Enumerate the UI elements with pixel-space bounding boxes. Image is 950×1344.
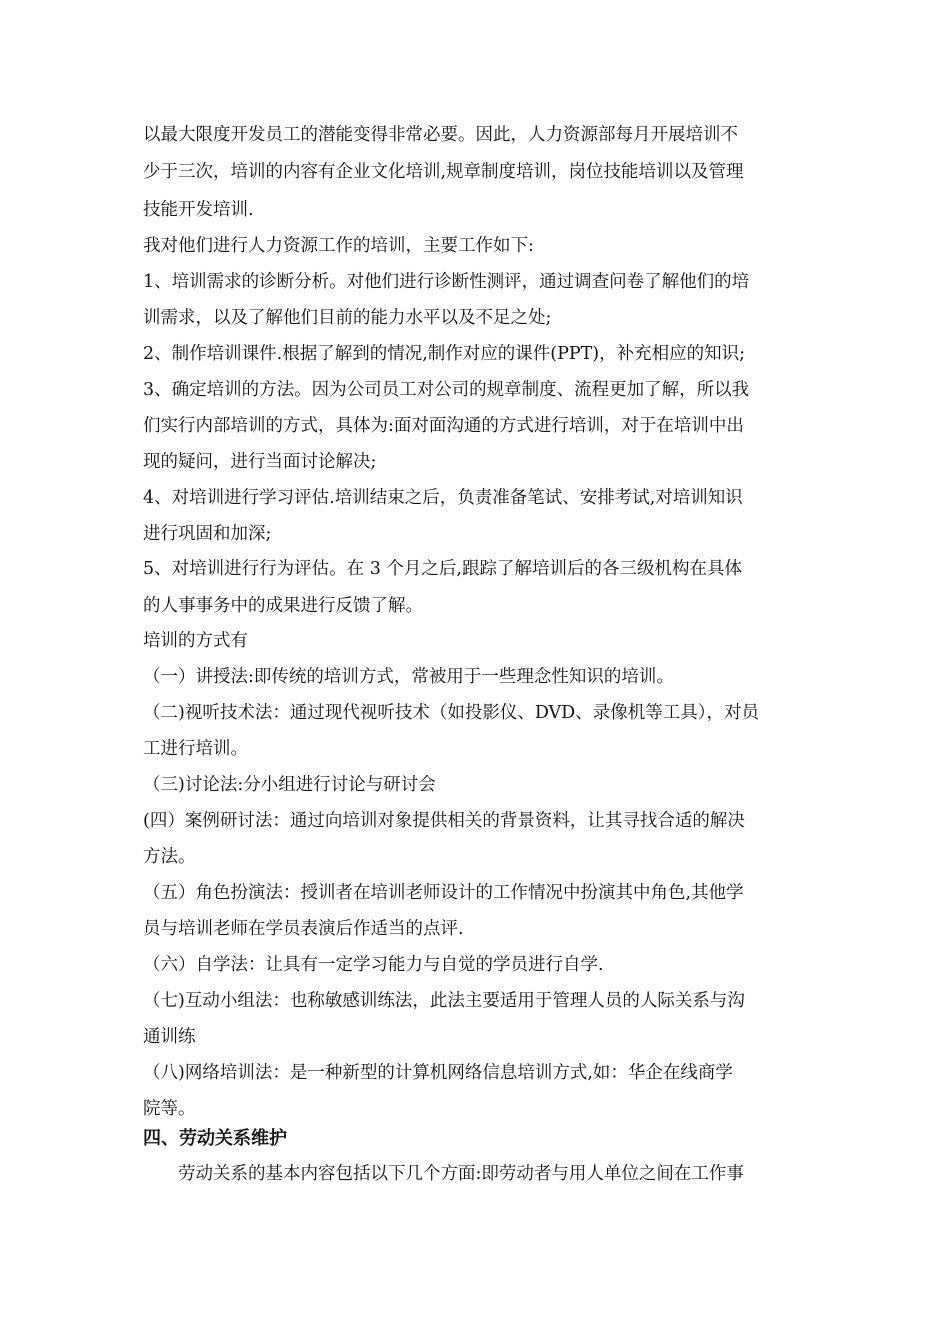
text-line: 少于三次，培训的内容有企业文化培训,规章制度培训，岗位技能培训以及管理 — [143, 162, 744, 182]
text-line: （二)视听技术法：通过现代视听技术（如投影仪、DVD、录像机等工具），对员 — [143, 703, 759, 723]
text-line: 技能开发培训. — [143, 200, 254, 220]
text-line: (四）案例研讨法：通过向培训对象提供相关的背景资料，让其寻找合适的解决 — [143, 811, 745, 831]
text-line: 方法。 — [143, 847, 196, 867]
text-line: 1、培训需求的诊断分析。对他们进行诊断性测评，通过调查问卷了解他们的培 — [143, 272, 750, 292]
text-line: 培训的方式有 — [143, 631, 248, 651]
text-line: 工进行培训。 — [143, 739, 248, 759]
text-line: 我对他们进行人力资源工作的培训，主要工作如下: — [143, 236, 534, 256]
text-line: 们实行内部培训的方式，具体为:面对面沟通的方式进行培训，对于在培训中出 — [143, 416, 744, 436]
text-line: 院等。 — [143, 1099, 196, 1119]
text-line: 通训练 — [143, 1027, 196, 1047]
text-line: 现的疑问，进行当面讨论解决; — [143, 452, 377, 472]
section-heading: 四、劳动关系维护 — [143, 1128, 287, 1149]
text-line: 训需求，以及了解他们目前的能力水平以及不足之处; — [143, 308, 552, 328]
text-line: 4、对培训进行学习评估.培训结束之后，负责准备笔试、安排考试,对培训知识 — [143, 488, 743, 508]
text-line: 以最大限度开发员工的潜能变得非常必要。因此，人力资源部每月开展培训不 — [143, 125, 738, 145]
text-line: （五）角色扮演法：授训者在培训老师设计的工作情况中扮演其中角色,其他学 — [143, 883, 744, 903]
text-line: （六）自学法：让具有一定学习能力与自觉的学员进行自学. — [143, 955, 604, 975]
text-line: 5、对培训进行行为评估。在 3 个月之后,跟踪了解培训后的各三级机构在具体 — [143, 559, 742, 579]
text-line: 员与培训老师在学员表演后作适当的点评. — [143, 919, 464, 939]
text-line: （七)互动小组法：也称敏感训练法，此法主要适用于管理人员的人际关系与沟 — [143, 991, 745, 1011]
text-line: 3、确定培训的方法。因为公司员工对公司的规章制度、流程更加了解，所以我 — [143, 380, 750, 400]
text-line: 2、制作培训课件.根据了解到的情况,制作对应的课件(PPT)，补充相应的知识; — [143, 344, 746, 364]
text-line: 的人事事务中的成果进行反馈了解。 — [143, 596, 423, 616]
paragraph-line: 劳动关系的基本内容包括以下几个方面:即劳动者与用人单位之间在工作事 — [178, 1164, 744, 1184]
text-line: （三)讨论法:分小组进行讨论与研讨会 — [143, 775, 436, 795]
text-line: （八)网络培训法：是一种新型的计算机网络信息培训方式,如：华企在线商学 — [143, 1063, 733, 1083]
text-line: 进行巩固和加深; — [143, 524, 272, 544]
text-line: （一）讲授法:即传统的培训方式，常被用于一些理念性知识的培训。 — [143, 667, 674, 687]
